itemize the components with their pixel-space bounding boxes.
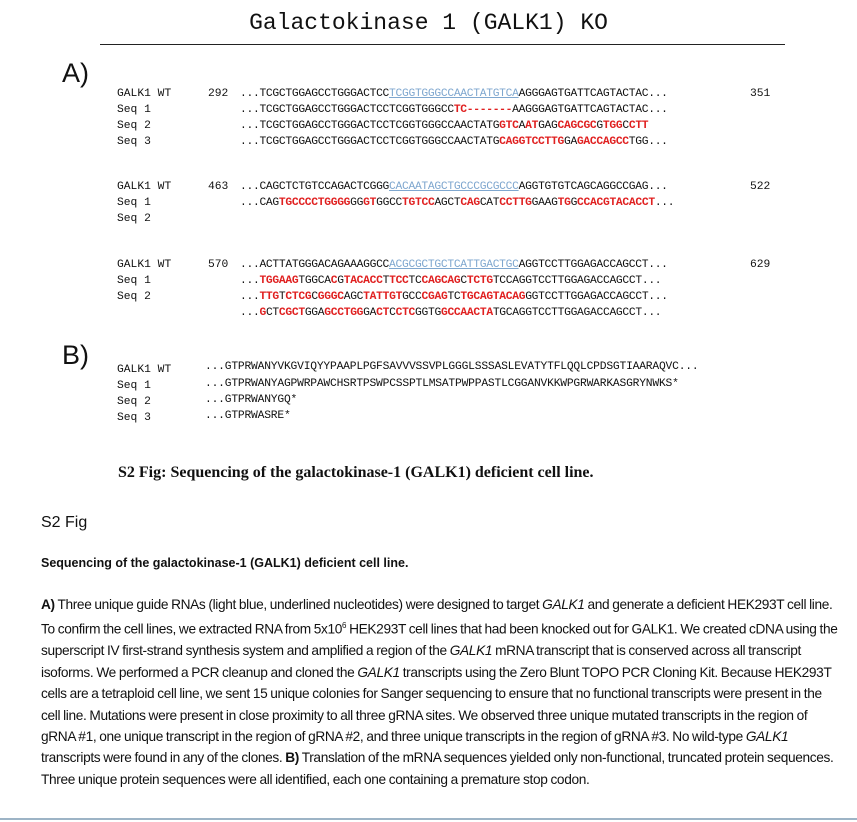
seq1-sequence: ...CAGTGCCCCTGGGGGGGTGGCCTGTCCAGCTCAGCATCCTTGGAAGTGGCCACGTACACCT... xyxy=(240,197,675,209)
row-name: Seq 2 xyxy=(117,396,151,408)
end-position: 522 xyxy=(750,181,771,193)
start-position: 463 xyxy=(208,181,229,193)
wt-protein: ...GTPRWANYVKGVIQYYPAAPLPGFSAVVVSSVPLGGGLSSSASLEVATYTFLQQLCPDSGTIAARAQVC... xyxy=(205,361,699,373)
row-name: GALK1 WT xyxy=(117,88,172,100)
row-name: Seq 2 xyxy=(117,120,151,132)
seq1-sequence: ...TCGCTGGAGCCTGGGACTCCTCGGTGGGCCTC-------AAGGGAGTGATTCAGTACTAC... xyxy=(240,104,668,116)
s2-fig-label: S2 Fig xyxy=(41,514,88,531)
wt-sequence: ...TCGCTGGAGCCTGGGACTCCTCGGTGGGCCAACTATGTCAAGGGAGTGATTCAGTACTAC... xyxy=(240,88,668,100)
row-name: GALK1 WT xyxy=(117,181,172,193)
grna-site: CACAATAGCTGCCCGCGCCC xyxy=(389,181,519,193)
start-position: 292 xyxy=(208,88,229,100)
row-name: Seq 1 xyxy=(117,380,151,392)
panel-a-label: A) xyxy=(62,58,89,88)
panel-b-label: B) xyxy=(62,340,89,370)
seq2-sequence: ...TTGTCTCGCGGGCAGCTATTGTGCCCGAGTCTGCAGTACAGGGTCCTTGGAGACCAGCCT... xyxy=(240,291,668,303)
title-underline xyxy=(100,44,785,45)
caption-subtitle: Sequencing of the galactokinase-1 (GALK1) deficient cell line. xyxy=(41,556,409,570)
seq1-protein: ...GTPRWANYAGPWRPAWCHSRTPSWPCSSPTLMSATPWPPASTLCGGANVKKWPGRWARKASGRYNWKS* xyxy=(205,378,679,390)
row-name: GALK1 WT xyxy=(117,259,172,271)
row-name: Seq 1 xyxy=(117,104,151,116)
wt-sequence: ...CAGCTCTGTCCAGACTCGGGCACAATAGCTGCCCGCGCCCAGGTGTGTCAGCAGGCCGAG... xyxy=(240,181,668,193)
figure-caption: S2 Fig: Sequencing of the galactokinase-1 (GALK1) deficient cell line. xyxy=(118,464,594,481)
row-name: Seq 2 xyxy=(117,291,151,303)
bottom-divider xyxy=(0,818,857,820)
seq2-protein: ...GTPRWANYGQ* xyxy=(205,394,298,406)
seq3-protein: ...GTPRWASRE* xyxy=(205,410,291,422)
wt-sequence: ...ACTTATGGGACAGAAAGGCCACGCGCTGCTCATTGACTGCAGGTCCTTGGAGACCAGCCT... xyxy=(240,259,668,271)
end-position: 629 xyxy=(750,259,771,271)
grna-site: ACGCGCTGCTCATTGACTGC xyxy=(389,259,519,271)
seq3-sequence: ...TCGCTGGAGCCTGGGACTCCTCGGTGGGCCAACTATGCAGGTCCTTGGAGACCAGCCTGG... xyxy=(240,136,668,148)
row-name: Seq 3 xyxy=(117,412,151,424)
seq1-sequence: ...TGGAAGTGGCACGTACACCTTCCTCCAGCAGCTCTGTCCAGGTCCTTGGAGACCAGCCT... xyxy=(240,275,662,287)
figure-title: Galactokinase 1 (GALK1) KO xyxy=(249,10,608,36)
seq3-sequence: ...GCTCGCTGGAGCCTGGGACTCCTCGGTGGCCAACTATGCAGGTCCTTGGAGACCAGCCT... xyxy=(240,307,662,319)
caption-body: A) Three unique guide RNAs (light blue, underlined nucleotides) were designed to target GALK1 and generate a deficient HEK293T cell line. To confirm the cell lines, we extracted RNA from $5x10^6$ HEK293T cell lines that had been knocked out for GALK1. We created cDNA using the superscript IV first-strand synthesis system and amplified a region of the GALK1 mRNA transcript that is conserved across all transcript isoforms. We performed a PCR cleanup and cloned the GALK1 transcripts using the Zero Blunt TOPO PCR Cloning Kit. Because HEK293T cells are a tetraploid cell line, we sent 15 unique colonies for Sanger sequencing to ensure that no functional transcripts were present in the cell line. Mutations were present in close proximity to all three gRNA sites. We observed three unique mutated transcripts in the region of gRNA #1, one unique transcript in the region of gRNA #2, and three unique transcripts in the region of gRNA #3. No wild-type GALK1 transcripts were found in any of the clones. B) Translation of the mRNA sequences yielded only non-functional, truncated protein sequences. Three unique protein sequences were all identified, each one containing a premature stop codon. xyxy=(41,597,838,787)
row-name: Seq 1 xyxy=(117,197,151,209)
row-name: Seq 3 xyxy=(117,136,151,148)
end-position: 351 xyxy=(750,88,771,100)
row-name: Seq 1 xyxy=(117,275,151,287)
row-name: GALK1 WT xyxy=(117,364,172,376)
grna-site: TCGGTGGGCCAACTATGTCA xyxy=(389,88,519,100)
seq2-sequence: ...TCGCTGGAGCCTGGGACTCCTCGGTGGGCCAACTATGGTCAATGAGCAGCGCGTGGCCTT xyxy=(240,120,649,132)
start-position: 570 xyxy=(208,259,229,271)
row-name: Seq 2 xyxy=(117,213,151,225)
